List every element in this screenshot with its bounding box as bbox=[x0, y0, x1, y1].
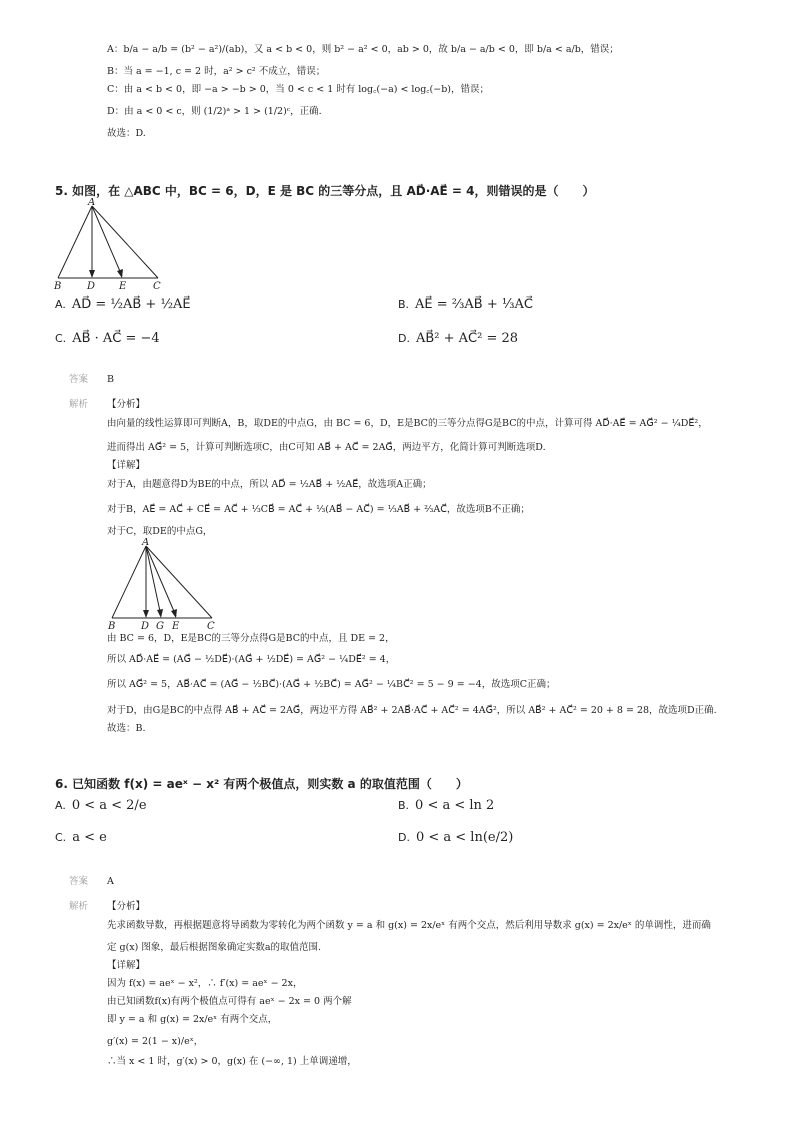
q5-xiangjie-heading: 【详解】 bbox=[107, 460, 146, 471]
q5-option-d bbox=[398, 331, 518, 346]
q6-option-d-label: D. bbox=[398, 831, 410, 844]
q5-option-c-label: C. bbox=[55, 332, 67, 345]
q5-analysis-tag: 解析 bbox=[69, 399, 89, 410]
analysis-option-c: C：由 a < b < 0，即 −a > −b > 0，当 0 < c < 1 时有 log꜀(−a) < log꜀(−b)，错误； bbox=[107, 84, 490, 95]
q6-option-a bbox=[55, 798, 147, 813]
q6-detail-line-5: ∴当 x < 1 时，g′(x) > 0，g(x) 在 (−∞, 1) 上单调递增， bbox=[107, 1056, 357, 1067]
q6-analysis-line-1: 先求函数导数，再根据题意将导函数为零转化为两个函数 y = a 和 g(x) = 2x/eˣ 有两个交点，然后利用导数求 g(x) = 2x/eˣ 的单调性，进而确 bbox=[107, 920, 711, 931]
q5-option-a-label: A. bbox=[55, 298, 66, 311]
fig1-label-c: C bbox=[153, 281, 161, 290]
q6-option-b bbox=[398, 798, 494, 813]
analysis-option-a: A：b/a − a/b = (b² − a²)/(ab)，又 a < b < 0，则 b² − a² < 0，ab > 0，故 b/a − a/b < 0，即 b/a < a/b，错误； bbox=[107, 44, 619, 55]
q6-analysis-tag: 解析 bbox=[69, 901, 89, 912]
fig1-label-e: E bbox=[119, 281, 127, 290]
q5-option-a-text: AD⃗ = ½AB⃗ + ½AE⃗ bbox=[71, 297, 191, 312]
q5-answer: B bbox=[107, 374, 114, 385]
q5-detail-line-c4: 所以 AG⃗² = 5，AB⃗·AC⃗ = (AG⃗ − ½BC⃗)·(AG⃗ + ½BC⃗) = AG⃗² − ¼BC⃗² = 5 − 9 = −4，故选项C正确； bbox=[107, 679, 556, 690]
q6-option-a-label: A. bbox=[55, 799, 66, 812]
fig2-label-g: G bbox=[156, 621, 164, 630]
q5-option-c-text: AB⃗ · AC⃗ = −4 bbox=[72, 331, 160, 346]
q5-detail-line-d: 对于D，由G是BC的中点得 AB⃗ + AC⃗ = 2AG⃗，两边平方得 AB⃗² + 2AB⃗·AC⃗ + AC⃗² = 4AG⃗²，所以 AB⃗² + AC⃗² = 20 + 8 = 28，故选项D正确. bbox=[107, 705, 717, 716]
q6-xiangjie-heading: 【详解】 bbox=[107, 960, 146, 971]
analysis-conclusion: 故选：D. bbox=[107, 128, 146, 139]
fig2-label-c: C bbox=[207, 621, 215, 630]
q5-option-d-label: D. bbox=[398, 332, 410, 345]
q6-option-c-text: a < e bbox=[72, 830, 107, 845]
q5-option-b bbox=[398, 297, 533, 312]
fig1-label-a: A bbox=[88, 198, 96, 208]
triangle-figure-2 bbox=[104, 538, 224, 630]
fig2-label-e: E bbox=[172, 621, 180, 630]
q6-option-b-text: 0 < a < ln 2 bbox=[415, 798, 495, 813]
q6-answer-tag: 答案 bbox=[69, 876, 89, 887]
q6-fenxi-heading: 【分析】 bbox=[107, 901, 146, 912]
fig2-label-a: A bbox=[142, 538, 150, 548]
q6-detail-line-2: 由已知函数f(x)有两个极值点可得有 aeˣ − 2x = 0 两个解 bbox=[107, 996, 352, 1007]
fig1-label-b: B bbox=[54, 281, 62, 290]
q5-detail-line-c2: 由 BC = 6，D，E是BC的三等分点得G是BC的中点，且 DE = 2， bbox=[107, 633, 395, 644]
q5-option-b-text: AE⃗ = ⅔AB⃗ + ⅓AC⃗ bbox=[415, 297, 533, 312]
q6-detail-line-3: 即 y = a 和 g(x) = 2x/eˣ 有两个交点， bbox=[107, 1014, 278, 1025]
fig2-label-b: B bbox=[108, 621, 116, 630]
q5-analysis-line-2: 进而得出 AG⃗² = 5，计算可判断选项C，由C可知 AB⃗ + AC⃗ = 2AG⃗，两边平方，化简计算可判断选项D. bbox=[107, 442, 546, 453]
q5-conclusion: 故选：B. bbox=[107, 723, 146, 734]
triangle-figure-1 bbox=[50, 198, 170, 290]
question-6-stem: 6. 已知函数 f(x) = aeˣ − x² 有两个极值点，则实数 a 的取值范围（ ） bbox=[55, 777, 468, 791]
analysis-option-d: D：由 a < 0 < c，则 (1/2)ᵃ > 1 > (1/2)ᶜ，正确. bbox=[107, 106, 322, 117]
fig1-label-d: D bbox=[87, 281, 96, 290]
q6-option-d bbox=[398, 830, 513, 845]
q6-analysis-line-2: 定 g(x) 图象，最后根据图象确定实数a的取值范围. bbox=[107, 942, 322, 953]
q5-analysis-line-1: 由向量的线性运算即可判断A，B，取DE的中点G，由 BC = 6，D，E是BC的三等分点得G是BC的中点，计算可得 AD⃗·AE⃗ = AG⃗² − ¼DE⃗²， bbox=[107, 418, 708, 429]
q6-option-b-label: B. bbox=[398, 799, 410, 812]
q5-detail-line-c: 对于C，取DE的中点G， bbox=[107, 526, 213, 537]
q5-detail-line-b: 对于B，AE⃗ = AC⃗ + CE⃗ = AC⃗ + ⅓CB⃗ = AC⃗ + ⅓(AB⃗ − AC⃗) = ⅓AB⃗ + ⅔AC⃗，故选项B不正确； bbox=[107, 504, 530, 515]
q5-option-c bbox=[55, 331, 160, 346]
q5-answer-tag: 答案 bbox=[69, 374, 89, 385]
q5-detail-line-c3: 所以 AD⃗·AE⃗ = (AG⃗ − ½DE⃗)·(AG⃗ + ½DE⃗) = AG⃗² − ¼DE⃗² = 4， bbox=[107, 654, 396, 665]
question-5-stem: 5. 如图，在 △ABC 中，BC = 6，D，E 是 BC 的三等分点，且 AD⃗·AE⃗ = 4，则错误的是（ ） bbox=[55, 184, 595, 198]
q6-option-c-label: C. bbox=[55, 831, 67, 844]
fig2-label-d: D bbox=[141, 621, 150, 630]
q5-fenxi-heading: 【分析】 bbox=[107, 399, 146, 410]
analysis-option-b: B：当 a = −1, c = 2 时，a² > c² 不成立，错误； bbox=[107, 66, 326, 77]
q5-detail-line-a: 对于A，由题意得D为BE的中点，所以 AD⃗ = ½AB⃗ + ½AE⃗，故选项A正确； bbox=[107, 479, 432, 490]
q6-option-a-text: 0 < a < 2/e bbox=[71, 798, 147, 813]
q6-option-d-text: 0 < a < ln(e/2) bbox=[415, 830, 514, 845]
q6-detail-line-1: 因为 f(x) = aeˣ − x²，∴ f′(x) = aeˣ − 2x， bbox=[107, 978, 303, 989]
q5-option-a bbox=[55, 297, 191, 312]
q5-option-b-label: B. bbox=[398, 298, 410, 311]
q6-detail-line-4: g′(x) = 2(1 − x)/eˣ， bbox=[107, 1036, 204, 1047]
q5-option-d-text: AB⃗² + AC⃗² = 28 bbox=[415, 331, 519, 346]
q6-answer: A bbox=[107, 876, 114, 887]
q6-option-c bbox=[55, 830, 107, 845]
